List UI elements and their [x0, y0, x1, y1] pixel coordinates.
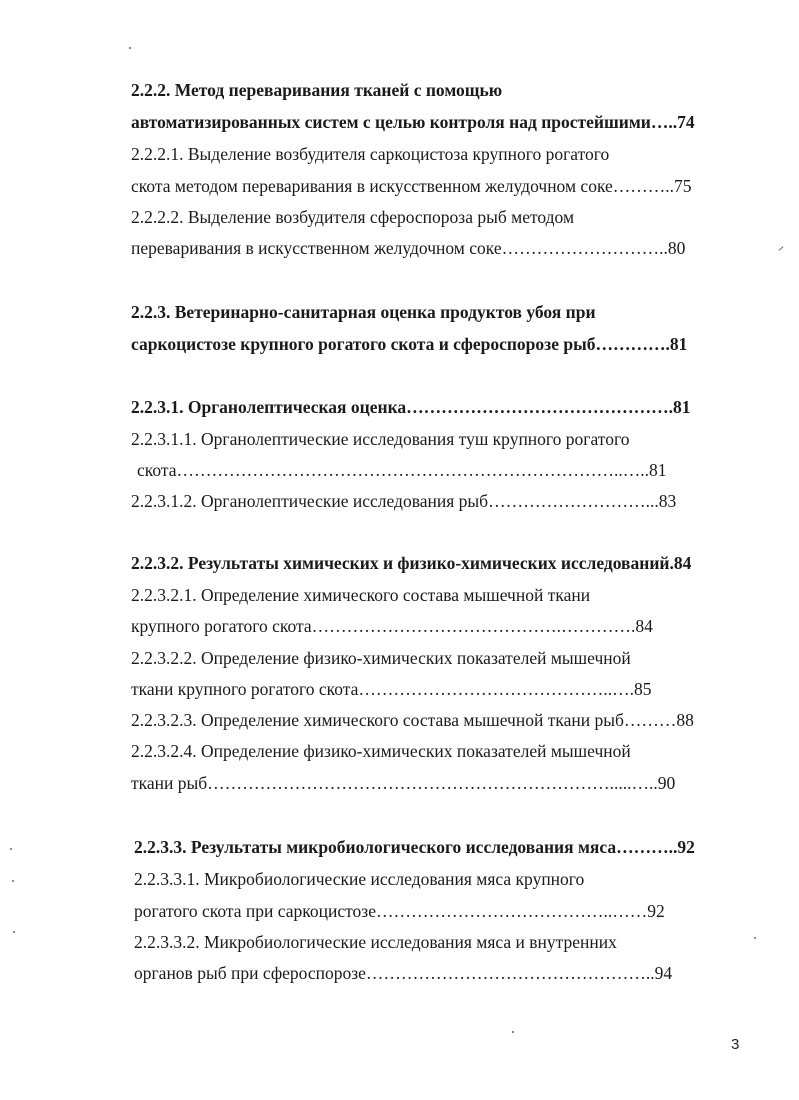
toc-entry-2-2-3-1-2: 2.2.3.1.2. Органолептические исследования рыб………………………...83 — [131, 491, 677, 511]
toc-entry-2-2-3-2: 2.2.3.2. Результаты химических и физико-химических исследований.84 — [131, 553, 692, 573]
toc-entry-2-2-3-2-2-line1: 2.2.3.2.2. Определение физико-химических показателей мышечной — [131, 648, 631, 668]
toc-entry-2-2-3-3: 2.2.3.3. Результаты микробиологического исследования мяса………..92 — [134, 837, 695, 857]
toc-entry-2-2-2-1-line2: скота методом переваривания в искусственном желудочном соке………..75 — [131, 176, 692, 196]
toc-entry-2-2-3-2-4-line1: 2.2.3.2.4. Определение физико-химических показателей мышечной — [131, 741, 631, 761]
scan-speck — [512, 1031, 514, 1033]
toc-entry-2-2-3-2-1-line2: крупного рогатого скота…………………………………….………….84 — [131, 616, 653, 636]
toc-entry-2-2-3-1-1-line1: 2.2.3.1.1. Органолептические исследования туш крупного рогатого — [131, 429, 630, 449]
scan-speck — [12, 880, 14, 882]
toc-entry-2-2-2-line2: автоматизированных систем с целью контроля над простейшими…..74 — [131, 112, 695, 132]
scan-speck — [754, 937, 756, 939]
toc-entry-2-2-3-3-2-line2: органов рыб при сфероспорозе…………………………………………..94 — [134, 963, 673, 983]
toc-entry-2-2-3-2-1-line1: 2.2.3.2.1. Определение химического состава мышечной ткани — [131, 585, 591, 605]
toc-entry-2-2-3-2-2-line2: ткани крупного рогатого скота……………………………………..….85 — [131, 679, 652, 699]
page-number: 3 — [731, 1036, 740, 1053]
toc-entry-2-2-3-line2: саркоцистозе крупного рогатого скота и сфероспорозе рыб………….81 — [131, 334, 688, 354]
toc-entry-2-2-2-line1: 2.2.2. Метод переваривания тканей с помощью — [131, 80, 503, 100]
toc-entry-2-2-2-2-line1: 2.2.2.2. Выделение возбудителя сфероспороза рыб методом — [131, 207, 575, 227]
toc-entry-2-2-3-line1: 2.2.3. Ветеринарно-санитарная оценка продуктов убоя при — [131, 302, 596, 322]
toc-entry-2-2-3-1-1-line2: скота…………………………………………………………………..…..81 — [137, 460, 667, 480]
scan-speck — [129, 47, 131, 49]
toc-entry-2-2-3-3-1-line1: 2.2.3.3.1. Микробиологические исследования мяса крупного — [134, 869, 585, 889]
toc-entry-2-2-3-2-3: 2.2.3.2.3. Определение химического состава мышечной ткани рыб………88 — [131, 710, 694, 730]
toc-entry-2-2-3-3-2-line1: 2.2.3.3.2. Микробиологические исследования мяса и внутренних — [134, 932, 617, 952]
toc-entry-2-2-2-1-line1: 2.2.2.1. Выделение возбудителя саркоцистоза крупного рогатого — [131, 144, 610, 164]
toc-entry-2-2-3-3-1-line2: рогатого скота при саркоцистозе…………………………………..……92 — [134, 901, 665, 921]
toc-entry-2-2-3-2-4-line2: ткани рыб…………………………………………………………….....…..90 — [131, 773, 676, 793]
scan-speck — [13, 931, 15, 933]
toc-entry-2-2-2-2-line2: переваривания в искусственном желудочном соке………………………..80 — [131, 238, 686, 258]
scan-speck — [778, 246, 783, 251]
toc-entry-2-2-3-1: 2.2.3.1. Органолептическая оценка……………………………………….81 — [131, 397, 691, 417]
scan-speck — [10, 848, 12, 850]
